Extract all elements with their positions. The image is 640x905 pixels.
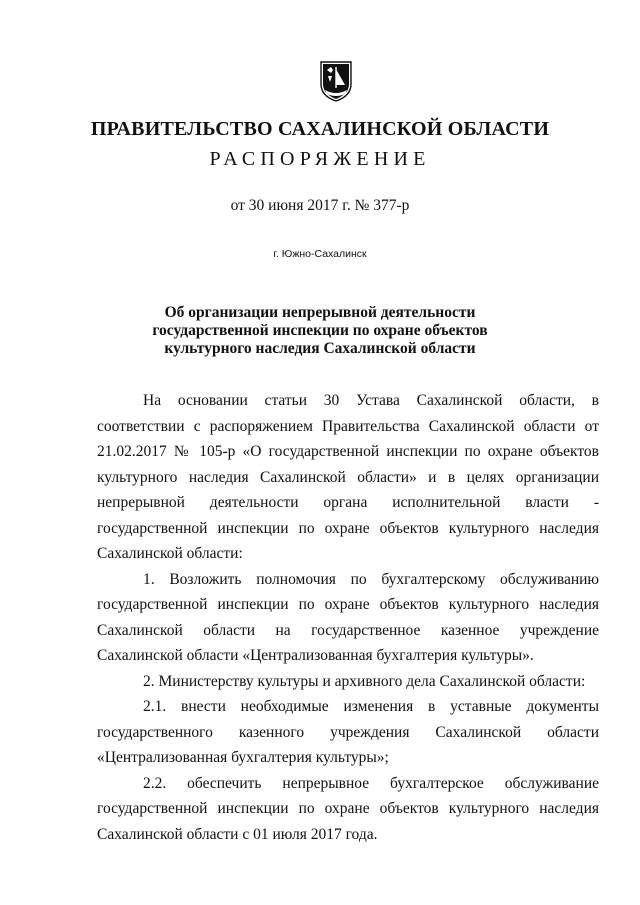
subject-line: культурного наследия Сахалинской области [164, 340, 476, 357]
document-body [97, 388, 599, 847]
item-2-1-paragraph: 2.1. внести необходимые изменения в уставные документы государственного казенного учреждения Сахалинской области «Централизованная бухгалтерия культуры»; [97, 698, 599, 766]
sakhalin-coat-of-arms-icon [319, 60, 353, 102]
document-subject [0, 304, 640, 358]
item-2-2-paragraph: 2.2. обеспечить непрерывное бухгалтерское обслуживание государственной инспекции по охране объектов культурного наследия Сахалинской области с 01 июля 2017 года. [97, 774, 599, 843]
item-1-paragraph: 1. Возложить полномочия по бухгалтерскому обслуживанию государственной инспекции по охране объектов культурного наследия Сахалинской области на государственное казенное учреждение Сахалинской области «Централизованная бухгалтерия культуры». [97, 570, 599, 664]
document-type: РАСПОРЯЖЕНИЕ [209, 148, 431, 170]
item-2-paragraph: 2. Министерству культуры и архивного дела Сахалинской области: [143, 672, 586, 690]
date-and-number: от 30 июня 2017 г. № 377-р [230, 197, 410, 214]
place-of-issue: г. Южно-Сахалинск [273, 248, 367, 260]
subject-line: государственной инспекции по охране объектов [152, 322, 488, 339]
preamble-paragraph: На основании статьи 30 Устава Сахалинской области, в соответствии с распоряжением Правительства Сахалинской области от 21.02.2017 № 105-р «О государственной инспекции по охране объектов культурного наследия Сахалинской области» и в целях организации непрерывной деятельности органа исполнительной власти - государственной инспекции по охране объектов культурного наследия Сахалинской области: [97, 392, 599, 562]
subject-line: Об организации непрерывной деятельности [164, 304, 476, 321]
government-title: ПРАВИТЕЛЬСТВО САХАЛИНСКОЙ ОБЛАСТИ [90, 118, 550, 140]
